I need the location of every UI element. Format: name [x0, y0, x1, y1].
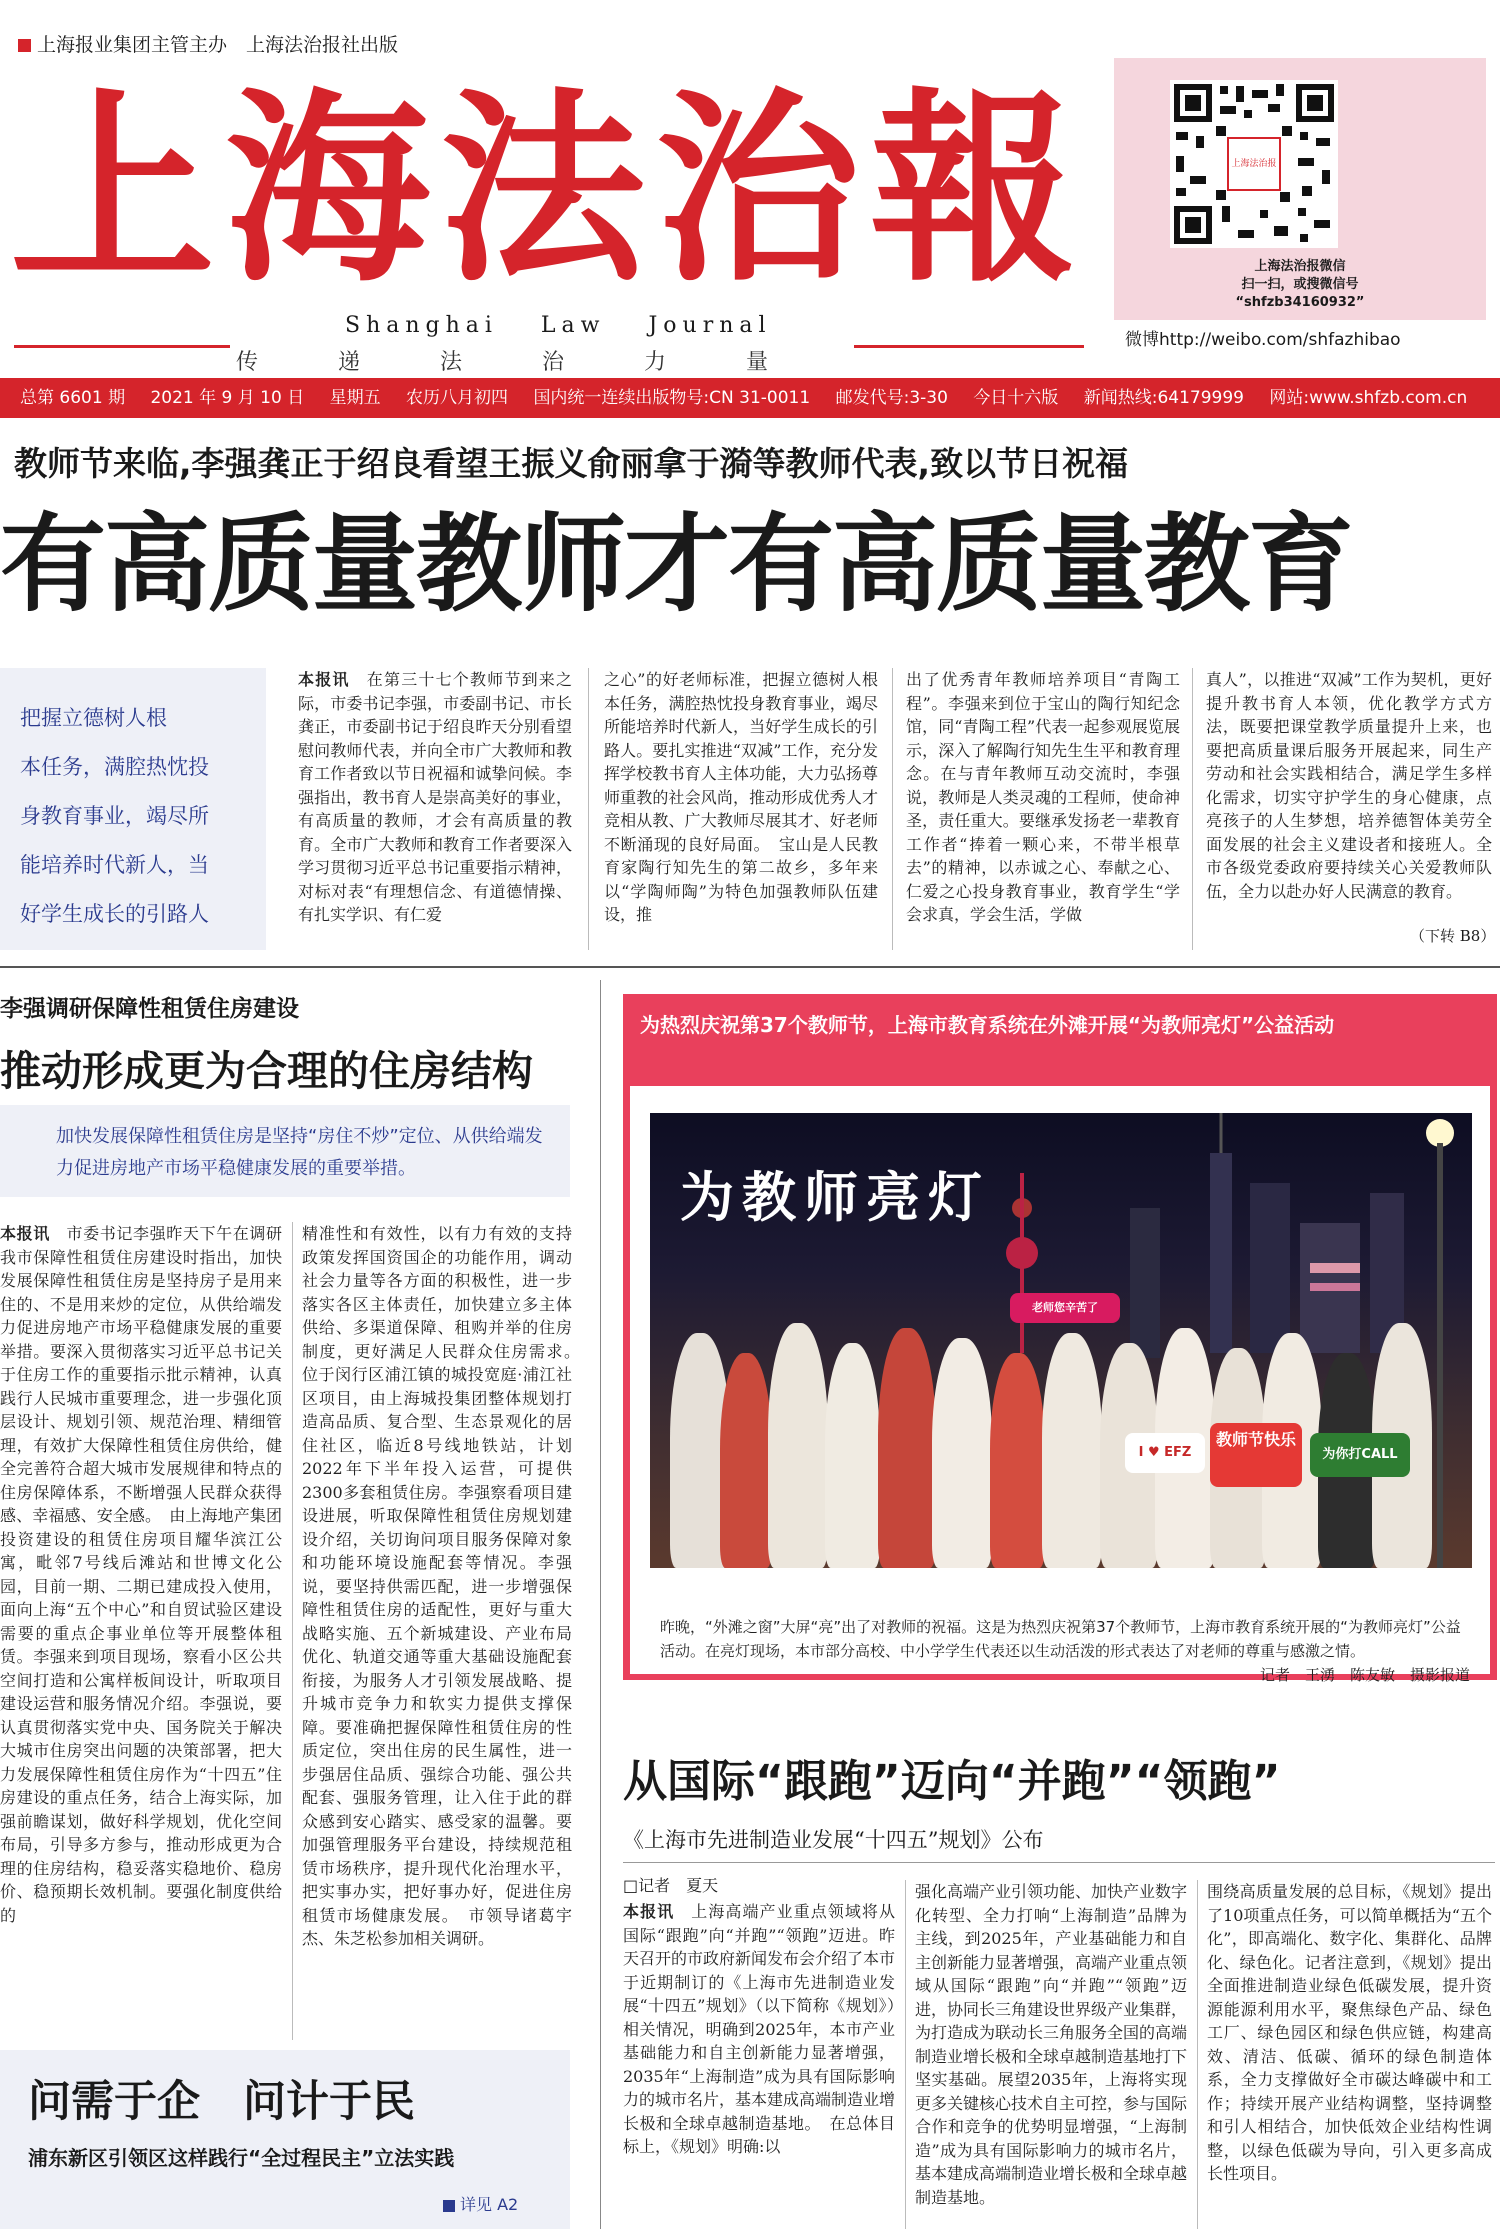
brand-slogan: 传递法治力量: [230, 345, 854, 376]
lunar-date: 农历八月初四: [406, 388, 509, 408]
sign-teachers-day: 教师节快乐: [1210, 1423, 1302, 1487]
column-rule: [292, 1222, 293, 2040]
publication-number: 国内统一连续出版物号:CN 31-0011: [533, 388, 811, 408]
column-rule: [1197, 1880, 1198, 2229]
page-count: 今日十六版: [973, 388, 1059, 408]
housing-summary: 加快发展保障性租赁住房是坚持“房住不炒”定位、从供给端发力促进房地产市场平稳健康发展的重要举措。: [0, 1105, 570, 1197]
housing-column-2: 精准性和有效性，以有力有效的支持政策发挥国资国企的功能作用，调动社会力量等各方面的积极性，进一步落实各区主体责任，加快建立多主体供给、多渠道保障、租购并举的住房制度，更好满足人民群众住房需求。 位于闵行区浦江镇的城投宽庭·浦江社区项目，由上海城投集团整体规划打造高品质、复合型、生态景观化的居住社区，临近8号线地铁站，计划2022年下半年投入运营，可提供2300多套租赁住房。李强察看项目建设进展，听取保障性租赁住房规划建设介绍，关切询问项目服务保障对象和功能环境设施配套等情况。李强说，要坚持供需匹配，进一步增强保障性租赁住房的适配性，更好与重大战略实施、五个新城建设、产业布局优化、轨道交通等重大基础设施配套衔接，为服务人才引领发展战略、提升城市竞争力和软实力提供支撑保障。要准确把握保障性租赁住房的性质定位，突出住房的民生属性，进一步强居住品质、强综合功能、强公共配套、强服务管理，让入住于此的群众感到安心踏实、感受家的温馨。要加强管理服务平台建设，持续规范租赁市场秩序，提升现代化治理水平，把实事办实，把好事办好，促进住房租赁市场健康发展。 市领导诸葛宇杰、朱芝松参加相关调研。: [302, 1224, 589, 1948]
qr-center-logo: 上海法治报: [1231, 159, 1277, 169]
red-square-icon: [18, 39, 31, 52]
housing-kicker: 李强调研保障性租赁住房建设: [0, 996, 299, 1022]
housing-byline: 本报讯: [0, 1224, 50, 1243]
manufacturing-reporter: □记者 夏天: [623, 1876, 719, 1895]
newspaper-brand: 上海法治報: [10, 70, 1085, 310]
lawmaking-headline: 问需于企 问计于民: [28, 2077, 415, 2127]
continued-note: （下转 B8）: [1410, 927, 1496, 945]
photo-bottom-caption: 昨晚，“外滩之窗”大屏“亮”出了对教师的祝福。这是为热烈庆祝第37个教师节，上海市教育系统开展的“为教师亮灯”公益活动。在亮灯现场，本市部分高校、中小学学生代表还以生动活泼的形式表达了对老师的尊重与感激之情。 记者 王湧 陈友敏 摄影报道: [660, 1615, 1470, 1687]
issue-info-bar: [0, 378, 1500, 418]
publisher-line: 上海报业集团主管主办 上海法治报社出版: [18, 30, 398, 57]
student-figure: [825, 1343, 880, 1568]
lead-headline: 有高质量教师才有高质量教育: [0, 503, 1352, 626]
lead-column-1: 本报讯 在第三十七个教师节到来之际，市委书记李强，市委副书记、市长龚正，市委副书记于绍良昨天分别看望慰问教师代表，并向全市广大教师和教育工作者致以节日祝福和诚挚问候。李强指出，教书育人是崇高美好的事业，有高质量的教师，才会有高质量的教育。全市广大教师和教育工作者要深入学习贯彻习近平总书记重要指示精神，对标对表“有理想信念、有道德情操、有扎实学识、有仁爱: [298, 670, 572, 924]
lead-kicker: 教师节来临,李强龚正于绍良看望王振义俞丽拿于漪等教师代表,致以节日祝福: [14, 444, 1129, 483]
lead-column-4: 真人”，以推进“双减”工作为契机，更好提升教书育人本领，优化教学方式方法，既要把课堂教学质量提升上来，也要把高质量课后服务开展起来，同生产劳动和社会实践相结合，满足学生多样化需求，切实守护学生的身心健康，点亮孩子的人生梦想，培养德智体美劳全面发展的社会主义建设者和接班人。全市各级党委政府要持续关心关爱教师队伍，全力以赴办好人民满意的教育。: [1206, 670, 1492, 901]
lead-pull-quote: 把握立德树人根 本任务，满腔热忱投 身教育事业，竭尽所 能培养时代新人，当 好学生成长的引路人: [0, 668, 266, 950]
news-hotline: 新闻热线:64179999: [1083, 388, 1244, 408]
housing-column-1: 本报讯 市委书记李强昨天下午在调研我市保障性租赁住房建设时指出，加快发展保障性租赁住房是坚持房子是用来住的、不是用来炒的定位，从供给端发力促进房地产市场平稳健康发展的重要举措。要深入贯彻落实习近平总书记关于住房工作的重要指示批示精神，认真践行人民城市重要理念，进一步强化顶层设计、规划引领、规范治理、精细管理，有效扩大保障性租赁住房供给，健全完善符合超大城市发展规律和特点的住房保障体系，不断增强人民群众获得感、幸福感、安全感。 由上海地产集团投资建设的租赁住房项目耀华滨江公寓，毗邻7号线后滩站和世博文化公园，目前一期、二期已建成投入使用，面向上海“五个中心”和自贸试验区建设需要的重点企事业单位等开展整体租赁。李强来到项目现场，察看小区公共空间打造和公寓样板间设计，听取项目建设运营和服务情况介绍。李强说，要认真贯彻落实党中央、国务院关于解决大城市住房突出问题的决策部署，把大力发展保障性租赁住房作为“十四五”住房建设的重点任务，结合上海实际，加强前瞻谋划，做好科学规划，优化空间布局，引导多方参与，推动形成更为合理的住房结构，稳妥落实稳地价、稳房价、稳预期长效机制。要强化制度供给的: [0, 1224, 282, 1925]
housing-headline: 推动形成更为合理的住房结构: [0, 1047, 533, 1095]
student-figure: [878, 1328, 936, 1568]
student-figure: [1042, 1333, 1102, 1568]
weekday: 星期五: [329, 388, 381, 408]
lawmaking-subhead: 浦东新区引领区这样践行“全过程民主”立法实践: [28, 2146, 455, 2170]
sign-thanks: 老师您辛苦了: [1010, 1293, 1120, 1323]
page-column-rule: [600, 980, 601, 2229]
photo-top-caption: 为热烈庆祝第37个教师节，上海市教育系统在外滩开展“为教师亮灯”公益活动: [640, 1013, 1335, 1037]
student-figure: [720, 1353, 772, 1568]
photo-overlay-title: 为教师亮灯: [680, 1165, 990, 1229]
manufacturing-headline: 从国际“跟跑”迈向“并跑”“领跑”: [623, 1756, 1281, 1807]
sign-call: 为你打CALL: [1310, 1433, 1410, 1477]
issue-date: 2021 年 9 月 10 日: [150, 388, 305, 408]
lead-column-3: 出了优秀青年教师培养项目“青陶工程”。李强来到位于宝山的陶行知纪念馆，同“青陶工程”代表一起参观展览展示，深入了解陶行知先生生平和教育理念。在与青年教师互动交流时，李强说，教师是人类灵魂的工程师，使命神圣，责任重大。要继承发扬老一辈教育工作者“捧着一颗心来，不带半根草去”的精神，以赤诚之心、奉献之心、仁爱之心投身教育事业，教育学生“学会求真，学会生活，学做: [906, 670, 1180, 924]
sign-efz: I ♥ EFZ: [1125, 1433, 1205, 1473]
column-rule: [1192, 668, 1193, 950]
lead-byline: 本报讯: [298, 670, 350, 689]
manufacturing-byline: 本报讯: [623, 1902, 675, 1921]
student-figure: [768, 1323, 828, 1568]
blue-square-icon: [443, 2200, 455, 2212]
lawmaking-page-ref[interactable]: 详见 A2: [443, 2192, 518, 2215]
manufacturing-column-2: 强化高端产业引领功能、加快产业数字化转型、全力打响“上海制造”品牌为主线，到2025年，产业基础能力和自主创新能力显著增强，高端产业重点领域从国际“跟跑”向“并跑”“领跑”迈进，协同长三角建设世界级产业集群，为打造成为联动长三角服务全国的高端制造业增长极和全球卓越制造基地打下坚实基础。展望2035年，上海将实现更多关键核心技术自主可控，参与国际合作和竞争的优势明显增强，“上海制造”成为具有国际影响力的城市名片，基本建成高端制造业增长极和全球卓越制造基地。: [915, 1882, 1188, 2207]
website[interactable]: 网站:www.shfzb.com.cn: [1269, 388, 1468, 408]
column-rule: [892, 668, 893, 950]
manufacturing-subhead: 《上海市先进制造业发展“十四五”规划》公布: [623, 1828, 1044, 1852]
manufacturing-column-1: 本报讯 上海高端产业重点领域将从国际“跟跑”向“并跑”“领跑”迈进。昨天召开的市政府新闻发布会介绍了本市于近期制订的《上海市先进制造业发展“十四五”规划》（以下简称《规划》）相关情况，明确到2025年，本市产业基础能力和自主创新能力显著增强，2035年“上海制造”成为具有国际影响力的城市名片，基本建成高端制造业增长极和全球卓越制造基地。 在总体目标上，《规划》明确:以: [623, 1902, 896, 2156]
student-figure: [932, 1338, 992, 1568]
photo-credit: 记者 王湧 陈友敏 摄影报道: [1259, 1666, 1470, 1684]
brand-english: Shanghai Law Journal: [345, 313, 772, 338]
postal-code: 邮发代号:3-30: [835, 388, 948, 408]
issue-number: 总第 6601 期: [20, 388, 126, 408]
story-rule: [623, 1862, 1495, 1863]
column-rule: [588, 668, 589, 950]
weibo-link[interactable]: 微博http://weibo.com/shfazhibao: [1125, 330, 1401, 350]
manufacturing-column-3: 围绕高质量发展的总目标，《规划》提出了10项重点任务，可以简单概括为“五个化”，即高端化、数字化、集群化、品牌化、绿色化。记者注意到，《规划》提出全面推进制造业绿色低碳发展，提升资源能源利用水平，聚焦绿色产品、绿色工厂、绿色园区和绿色供应链，构建高效、清洁、低碳、循环的绿色制造体系，全力支撑做好全市碳达峰碳中和工作；持续开展产业结构调整，坚持调整和引人相结合，加快低效企业结构性调整，以绿色低碳为导向，引入更多高成长性项目。: [1207, 1882, 1492, 2183]
qr-caption: 上海法治报微信 扫一扫，或搜微信号 “shfzb34160932”: [1235, 259, 1365, 310]
column-rule: [905, 1880, 906, 2229]
lead-column-2: 之心”的好老师标准，把握立德树人根本任务，满腔热忱投身教育事业，竭尽所能培养时代新人，当好学生成长的引路人。要扎实推进“双减”工作，充分发挥学校教书育人主体功能，大力弘扬尊师重教的社会风尚，推动形成优秀人才竞相从教、广大教师尽展其才、好老师不断涌现的良好局面。 宝山是人民教育家陶行知先生的第二故乡，多年来以“学陶师陶”为特色加强教师队伍建设，推: [604, 670, 878, 924]
student-figure: [990, 1353, 1045, 1568]
section-divider: [0, 966, 1500, 968]
